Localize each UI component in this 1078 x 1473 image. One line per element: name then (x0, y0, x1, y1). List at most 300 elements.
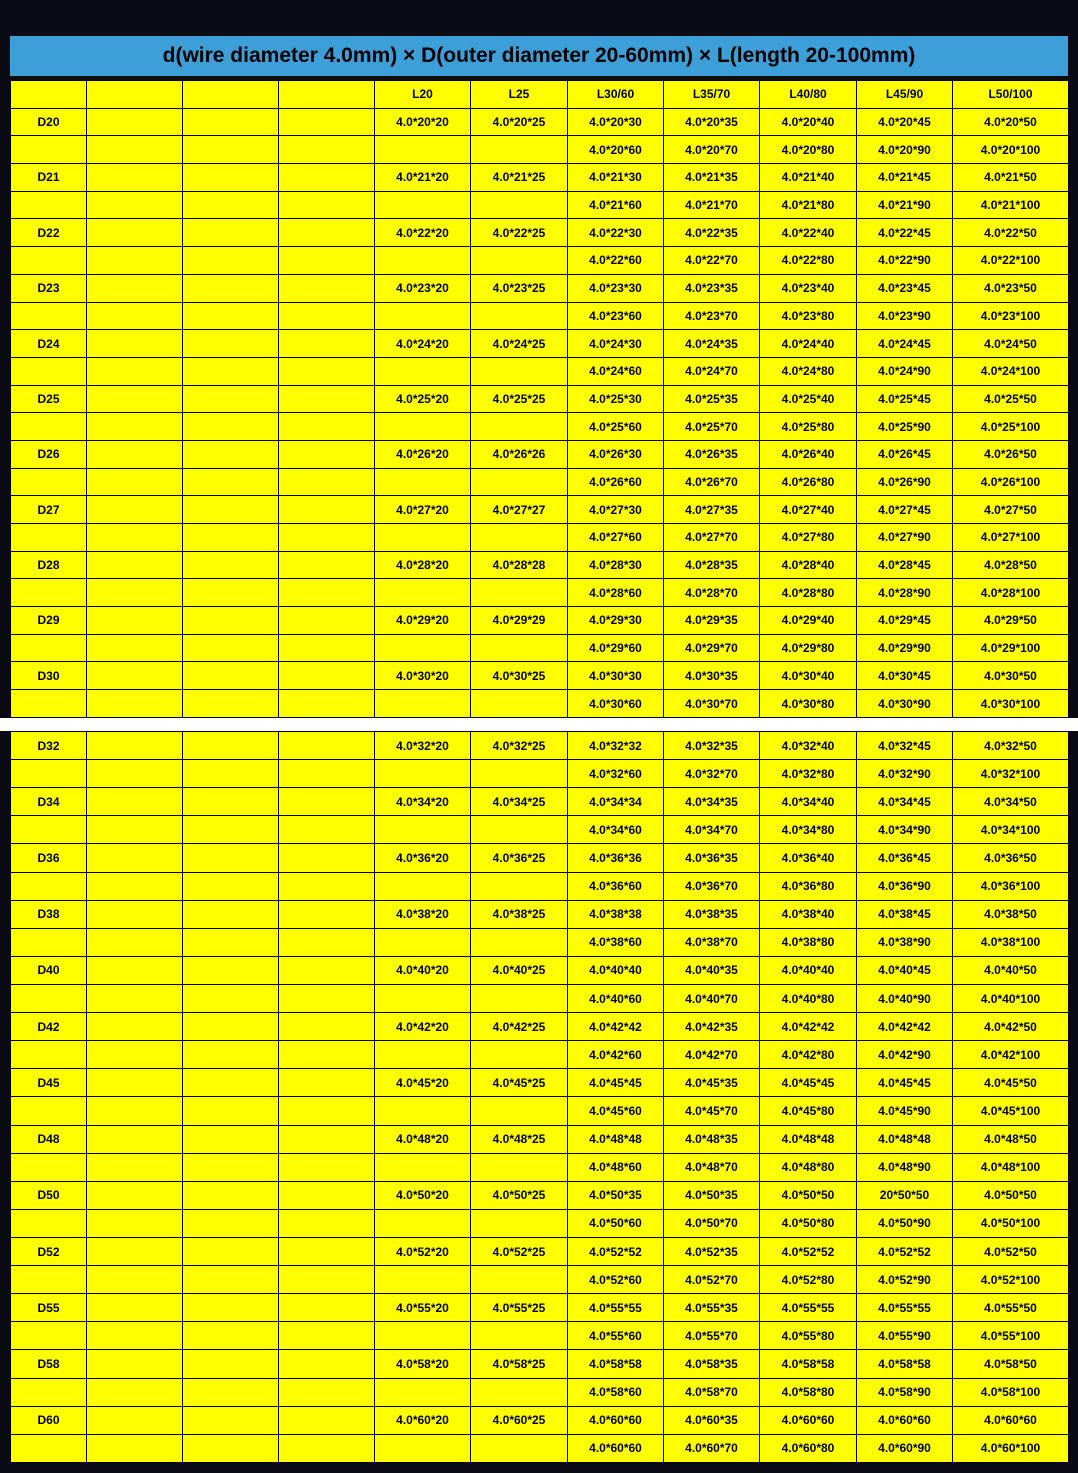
row-label: D25 (11, 385, 87, 413)
empty-cell (279, 1294, 375, 1322)
table-row-secondary (11, 1041, 1069, 1069)
table-row-secondary (11, 357, 1069, 385)
column-header: L30/60 (568, 81, 664, 109)
empty-cell (279, 662, 375, 690)
empty-cell (375, 1209, 471, 1237)
empty-cell (471, 247, 568, 275)
empty-cell (279, 440, 375, 468)
spec-cell: 4.0*58*50 (953, 1350, 1069, 1378)
spec-cell: 4.0*27*40 (760, 496, 857, 524)
spec-cell: 4.0*58*100 (953, 1378, 1069, 1406)
empty-cell (279, 900, 375, 928)
spec-table-upper (10, 80, 1069, 718)
spec-cell: 4.0*30*50 (953, 662, 1069, 690)
spec-cell: 4.0*40*25 (471, 956, 568, 984)
empty-cell (87, 872, 183, 900)
empty-cell (471, 136, 568, 164)
spec-cell: 4.0*50*80 (760, 1209, 857, 1237)
empty-cell (471, 1097, 568, 1125)
empty-cell (279, 496, 375, 524)
empty-cell (183, 956, 279, 984)
spec-cell: 4.0*38*80 (760, 928, 857, 956)
spec-cell: 4.0*50*70 (664, 1209, 760, 1237)
row-label: D29 (11, 607, 87, 635)
empty-cell (375, 1434, 471, 1462)
empty-cell (375, 191, 471, 219)
spec-cell: 4.0*42*90 (857, 1041, 953, 1069)
empty-cell (279, 872, 375, 900)
table-row-primary (11, 164, 1069, 192)
spec-cell: 4.0*45*100 (953, 1097, 1069, 1125)
empty-cell (11, 984, 87, 1012)
table-row-secondary (11, 1266, 1069, 1294)
spec-cell: 4.0*23*90 (857, 302, 953, 330)
empty-cell (87, 1209, 183, 1237)
spec-table-lower (10, 731, 1069, 1463)
spec-cell: 4.0*40*100 (953, 984, 1069, 1012)
spec-cell: 4.0*36*60 (568, 872, 664, 900)
empty-cell (375, 1266, 471, 1294)
spec-cell: 4.0*36*50 (953, 844, 1069, 872)
empty-cell (11, 1434, 87, 1462)
row-label: D60 (11, 1406, 87, 1434)
spec-cell: 4.0*30*60 (568, 690, 664, 718)
spec-cell: 4.0*32*50 (953, 732, 1069, 760)
empty-cell (87, 524, 183, 552)
empty-cell (183, 844, 279, 872)
row-label: D34 (11, 788, 87, 816)
empty-cell (11, 760, 87, 788)
empty-cell (183, 551, 279, 579)
empty-cell (87, 1294, 183, 1322)
spec-cell: 4.0*25*20 (375, 385, 471, 413)
table-row-secondary (11, 468, 1069, 496)
empty-cell (279, 690, 375, 718)
empty-cell (11, 413, 87, 441)
spec-cell: 4.0*29*60 (568, 634, 664, 662)
empty-cell (471, 690, 568, 718)
empty-cell (183, 302, 279, 330)
spec-cell: 4.0*55*50 (953, 1294, 1069, 1322)
empty-cell (471, 1266, 568, 1294)
empty-cell (183, 1322, 279, 1350)
spec-cell: 4.0*42*60 (568, 1041, 664, 1069)
section-divider (0, 718, 1078, 731)
empty-cell (183, 1378, 279, 1406)
empty-cell (279, 1013, 375, 1041)
row-label: D27 (11, 496, 87, 524)
spec-cell: 4.0*20*80 (760, 136, 857, 164)
table-row-secondary (11, 1153, 1069, 1181)
spec-cell: 4.0*21*30 (568, 164, 664, 192)
spec-cell: 4.0*22*90 (857, 247, 953, 275)
empty-cell (279, 1406, 375, 1434)
spec-cell: 4.0*20*100 (953, 136, 1069, 164)
empty-cell (11, 136, 87, 164)
spec-cell: 4.0*20*70 (664, 136, 760, 164)
spec-cell: 4.0*52*25 (471, 1237, 568, 1265)
spec-cell: 4.0*23*40 (760, 274, 857, 302)
spec-cell: 4.0*38*60 (568, 928, 664, 956)
spec-cell: 4.0*52*60 (568, 1266, 664, 1294)
spec-cell: 4.0*30*40 (760, 662, 857, 690)
spec-cell: 4.0*30*25 (471, 662, 568, 690)
empty-cell (375, 413, 471, 441)
spec-cell: 4.0*24*35 (664, 330, 760, 358)
spec-cell: 4.0*29*29 (471, 607, 568, 635)
empty-cell (87, 760, 183, 788)
empty-cell (375, 1378, 471, 1406)
spec-cell: 4.0*40*40 (760, 956, 857, 984)
empty-cell (87, 413, 183, 441)
spec-cell: 4.0*23*30 (568, 274, 664, 302)
empty-cell (279, 357, 375, 385)
table-row-primary (11, 956, 1069, 984)
table-row-primary (11, 274, 1069, 302)
empty-cell (183, 164, 279, 192)
empty-cell (87, 551, 183, 579)
spec-cell: 4.0*23*20 (375, 274, 471, 302)
empty-cell (87, 1266, 183, 1294)
empty-cell (87, 956, 183, 984)
spec-cell: 4.0*45*45 (760, 1069, 857, 1097)
spec-cell: 4.0*42*42 (568, 1013, 664, 1041)
empty-cell (183, 247, 279, 275)
empty-cell (375, 1041, 471, 1069)
empty-cell (183, 1013, 279, 1041)
spec-cell: 4.0*32*70 (664, 760, 760, 788)
table-row-secondary (11, 816, 1069, 844)
empty-cell (279, 816, 375, 844)
table-row-primary (11, 662, 1069, 690)
spec-cell: 4.0*28*30 (568, 551, 664, 579)
spec-cell: 4.0*60*100 (953, 1434, 1069, 1462)
spec-cell: 4.0*21*20 (375, 164, 471, 192)
spec-cell: 4.0*36*70 (664, 872, 760, 900)
spec-cell: 4.0*26*40 (760, 440, 857, 468)
empty-cell (471, 1378, 568, 1406)
spec-cell: 4.0*23*100 (953, 302, 1069, 330)
spec-cell: 4.0*45*20 (375, 1069, 471, 1097)
spec-cell: 4.0*25*90 (857, 413, 953, 441)
spec-cell: 4.0*30*70 (664, 690, 760, 718)
row-label: D23 (11, 274, 87, 302)
spec-cell: 4.0*26*30 (568, 440, 664, 468)
empty-cell (279, 191, 375, 219)
spec-cell: 4.0*22*70 (664, 247, 760, 275)
spec-cell: 4.0*22*50 (953, 219, 1069, 247)
empty-cell (87, 1069, 183, 1097)
spec-cell: 4.0*20*90 (857, 136, 953, 164)
empty-cell (11, 579, 87, 607)
spec-cell: 4.0*42*50 (953, 1013, 1069, 1041)
spec-cell: 4.0*60*60 (568, 1406, 664, 1434)
spec-cell: 4.0*45*50 (953, 1069, 1069, 1097)
empty-cell (279, 302, 375, 330)
empty-cell (183, 468, 279, 496)
spec-cell: 4.0*29*20 (375, 607, 471, 635)
spec-cell: 4.0*45*45 (568, 1069, 664, 1097)
spec-cell: 4.0*24*80 (760, 357, 857, 385)
spec-cell: 4.0*24*30 (568, 330, 664, 358)
spec-cell: 4.0*28*60 (568, 579, 664, 607)
spec-cell: 4.0*32*32 (568, 732, 664, 760)
spec-cell: 4.0*36*40 (760, 844, 857, 872)
row-label: D24 (11, 330, 87, 358)
row-label: D50 (11, 1181, 87, 1209)
spec-cell: 4.0*24*40 (760, 330, 857, 358)
empty-cell (471, 1322, 568, 1350)
spec-cell: 4.0*55*55 (857, 1294, 953, 1322)
spec-cell: 4.0*60*60 (760, 1406, 857, 1434)
empty-cell (375, 1322, 471, 1350)
table-row-primary (11, 1237, 1069, 1265)
spec-cell: 4.0*45*80 (760, 1097, 857, 1125)
empty-cell (279, 956, 375, 984)
spec-cell: 4.0*26*50 (953, 440, 1069, 468)
spec-cell: 4.0*32*60 (568, 760, 664, 788)
spec-cell: 4.0*29*50 (953, 607, 1069, 635)
spec-cell: 4.0*58*58 (568, 1350, 664, 1378)
table-row-primary (11, 900, 1069, 928)
spec-cell: 4.0*21*25 (471, 164, 568, 192)
spec-cell: 4.0*28*80 (760, 579, 857, 607)
spec-cell: 4.0*40*40 (568, 956, 664, 984)
spec-cell: 4.0*36*90 (857, 872, 953, 900)
table-row-primary (11, 385, 1069, 413)
empty-cell (471, 524, 568, 552)
spec-cell: 4.0*52*90 (857, 1266, 953, 1294)
empty-cell (87, 357, 183, 385)
empty-cell (87, 219, 183, 247)
spec-cell: 4.0*27*30 (568, 496, 664, 524)
table-row-secondary (11, 247, 1069, 275)
row-label: D58 (11, 1350, 87, 1378)
row-label: D42 (11, 1013, 87, 1041)
table-row-secondary (11, 1434, 1069, 1462)
empty-cell (11, 928, 87, 956)
spec-cell: 4.0*21*90 (857, 191, 953, 219)
empty-cell (183, 634, 279, 662)
table-row-secondary (11, 1322, 1069, 1350)
empty-cell (183, 1434, 279, 1462)
spec-cell: 4.0*25*25 (471, 385, 568, 413)
spec-cell: 4.0*40*70 (664, 984, 760, 1012)
spec-cell: 4.0*26*70 (664, 468, 760, 496)
row-label: D30 (11, 662, 87, 690)
table-row-secondary (11, 413, 1069, 441)
table-row-primary (11, 844, 1069, 872)
empty-cell (183, 1181, 279, 1209)
table-row-primary (11, 1181, 1069, 1209)
empty-cell (87, 274, 183, 302)
empty-cell (279, 413, 375, 441)
spec-cell: 4.0*26*80 (760, 468, 857, 496)
empty-cell (183, 1041, 279, 1069)
empty-cell (11, 302, 87, 330)
empty-cell (375, 634, 471, 662)
spec-cell: 4.0*20*45 (857, 108, 953, 136)
empty-cell (11, 191, 87, 219)
spec-cell: 4.0*55*80 (760, 1322, 857, 1350)
empty-cell (183, 191, 279, 219)
empty-cell (471, 1041, 568, 1069)
empty-cell (279, 760, 375, 788)
spec-cell: 4.0*23*35 (664, 274, 760, 302)
spec-cell: 4.0*42*35 (664, 1013, 760, 1041)
spec-cell: 4.0*34*100 (953, 816, 1069, 844)
spec-cell: 4.0*60*60 (953, 1406, 1069, 1434)
table-row-primary (11, 1125, 1069, 1153)
spec-cell: 4.0*55*20 (375, 1294, 471, 1322)
table-row-primary (11, 330, 1069, 358)
spec-cell: 4.0*52*100 (953, 1266, 1069, 1294)
empty-cell (11, 634, 87, 662)
empty-cell (375, 690, 471, 718)
column-header: L25 (471, 81, 568, 109)
empty-cell (87, 302, 183, 330)
empty-cell (279, 1209, 375, 1237)
empty-cell (279, 928, 375, 956)
empty-cell (471, 413, 568, 441)
empty-cell (11, 1266, 87, 1294)
spec-cell: 4.0*21*100 (953, 191, 1069, 219)
row-label: D20 (11, 108, 87, 136)
spec-cell: 4.0*32*20 (375, 732, 471, 760)
spec-cell: 4.0*58*20 (375, 1350, 471, 1378)
empty-cell (471, 579, 568, 607)
empty-cell (375, 1153, 471, 1181)
spec-cell: 4.0*28*50 (953, 551, 1069, 579)
spec-cell: 4.0*24*20 (375, 330, 471, 358)
empty-cell (183, 760, 279, 788)
spec-cell: 4.0*27*80 (760, 524, 857, 552)
empty-cell (87, 1097, 183, 1125)
empty-cell (183, 357, 279, 385)
spec-cell: 4.0*55*35 (664, 1294, 760, 1322)
empty-cell (279, 551, 375, 579)
empty-cell (87, 1406, 183, 1434)
spec-cell: 4.0*58*60 (568, 1378, 664, 1406)
empty-cell (279, 844, 375, 872)
spec-cell: 4.0*25*30 (568, 385, 664, 413)
empty-cell (375, 984, 471, 1012)
empty-cell (279, 274, 375, 302)
table-row-primary (11, 1294, 1069, 1322)
empty-cell (375, 579, 471, 607)
empty-cell (375, 357, 471, 385)
empty-cell (375, 524, 471, 552)
table-row-secondary (11, 191, 1069, 219)
spec-cell: 4.0*29*100 (953, 634, 1069, 662)
empty-cell (375, 136, 471, 164)
empty-cell (87, 330, 183, 358)
spec-cell: 4.0*58*58 (760, 1350, 857, 1378)
spec-cell: 4.0*22*80 (760, 247, 857, 275)
empty-cell (279, 1069, 375, 1097)
spec-cell: 4.0*20*40 (760, 108, 857, 136)
empty-cell (87, 1237, 183, 1265)
empty-cell (471, 302, 568, 330)
spec-cell: 4.0*36*100 (953, 872, 1069, 900)
empty-cell (87, 816, 183, 844)
spec-cell: 4.0*28*35 (664, 551, 760, 579)
empty-cell (375, 760, 471, 788)
spec-cell: 4.0*23*60 (568, 302, 664, 330)
empty-cell (279, 1097, 375, 1125)
spec-cell: 4.0*60*60 (857, 1406, 953, 1434)
empty-cell (279, 164, 375, 192)
spec-cell: 4.0*42*70 (664, 1041, 760, 1069)
spec-cell: 4.0*23*70 (664, 302, 760, 330)
spec-cell: 4.0*21*70 (664, 191, 760, 219)
empty-cell (183, 1097, 279, 1125)
table-row-primary (11, 607, 1069, 635)
empty-cell (375, 247, 471, 275)
row-label: D45 (11, 1069, 87, 1097)
spec-cell: 4.0*27*70 (664, 524, 760, 552)
spec-cell: 4.0*20*20 (375, 108, 471, 136)
table-row-primary (11, 440, 1069, 468)
empty-cell (87, 788, 183, 816)
spec-cell: 4.0*48*25 (471, 1125, 568, 1153)
spec-cell: 4.0*34*70 (664, 816, 760, 844)
spec-cell: 4.0*55*25 (471, 1294, 568, 1322)
empty-cell (87, 1350, 183, 1378)
spec-cell: 4.0*48*80 (760, 1153, 857, 1181)
spec-cell: 4.0*29*80 (760, 634, 857, 662)
row-label: D21 (11, 164, 87, 192)
empty-cell (375, 928, 471, 956)
table-row-secondary (11, 579, 1069, 607)
empty-cell (183, 928, 279, 956)
empty-cell (279, 1237, 375, 1265)
spec-cell: 4.0*42*25 (471, 1013, 568, 1041)
spec-cell: 4.0*28*70 (664, 579, 760, 607)
empty-cell (11, 247, 87, 275)
spec-cell: 4.0*34*34 (568, 788, 664, 816)
empty-cell (279, 607, 375, 635)
empty-cell (183, 219, 279, 247)
spec-cell: 4.0*26*45 (857, 440, 953, 468)
empty-cell (87, 1181, 183, 1209)
empty-cell (375, 302, 471, 330)
empty-cell (279, 1041, 375, 1069)
column-header-row (11, 81, 1069, 109)
spec-cell: 4.0*42*100 (953, 1041, 1069, 1069)
spec-cell: 4.0*20*50 (953, 108, 1069, 136)
empty-cell (471, 634, 568, 662)
empty-cell (471, 816, 568, 844)
page-title: d(wire diameter 4.0mm) × D(outer diameter 20-60mm) × L(length 20-100mm) (162, 44, 916, 67)
spec-cell: 4.0*32*45 (857, 732, 953, 760)
empty-cell (11, 524, 87, 552)
spec-cell: 4.0*28*45 (857, 551, 953, 579)
empty-cell (279, 108, 375, 136)
table-row-primary (11, 219, 1069, 247)
spec-cell: 4.0*29*70 (664, 634, 760, 662)
empty-cell (87, 247, 183, 275)
spec-cell: 4.0*22*100 (953, 247, 1069, 275)
spec-cell: 4.0*50*20 (375, 1181, 471, 1209)
empty-cell (183, 330, 279, 358)
spec-cell: 4.0*36*45 (857, 844, 953, 872)
spec-cell: 4.0*30*30 (568, 662, 664, 690)
empty-cell (11, 872, 87, 900)
spec-cell: 4.0*29*45 (857, 607, 953, 635)
spec-cell: 4.0*25*45 (857, 385, 953, 413)
empty-cell (183, 1209, 279, 1237)
